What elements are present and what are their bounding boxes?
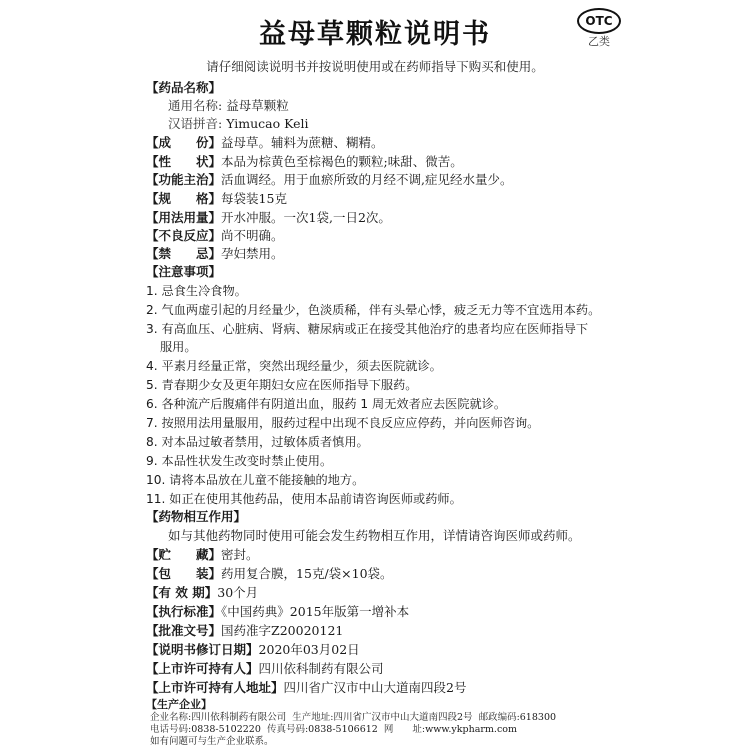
otc-class-label: 乙类 [588,35,610,48]
validity-row: 【有 效 期】30个月 [146,585,259,600]
precaution-item: 7. 按照用法用量服用，服药过程中出现不良反应应停药，并向医师咨询。 [146,416,540,430]
properties-row: 【性 状】本品为棕黄色至棕褐色的颗粒;味甜、微苦。 [146,154,463,169]
approval-label: 批准文号 [158,623,209,638]
page-title: 益母草颗粒说明书 [259,19,491,50]
standard-label: 执行标准 [158,604,209,619]
precaution-item: 5. 青春期少女及更年期妇女应在医师指导下服药。 [146,378,418,392]
package-row: 【包 装】药用复合膜，15克/袋×10袋。 [146,566,393,581]
website-value: www.ykpharm.com [425,724,518,735]
approval-value: 国药准字Z20020121 [221,623,344,638]
otc-badge: OTC [577,8,621,34]
manufacturer-heading: 【生产企业】 [146,698,212,711]
revision-label: 说明书修订日期 [158,642,247,657]
postcode-label: 邮政编码: [478,712,520,723]
precaution-item: 2. 气血两虚引起的月经量少，色淡质稀，伴有头晕心悸，疲乏无力等不宜选用本药。 [146,303,601,317]
adverse-row: 【不良反应】尚不明确。 [146,228,284,243]
specification-row: 【规 格】每袋装15克 [146,191,287,206]
interactions-value: 如与其他药物同时使用可能会发生药物相互作用，详情请咨询医师或药师。 [168,528,581,543]
standard-row: 【执行标准】《中国药典》2015年版第一增补本 [146,604,410,619]
storage-label: 贮 藏 [158,547,209,562]
specification-label: 规 格 [158,191,209,206]
interactions-label: 药物相互作用 [158,509,234,524]
generic-name-row [168,98,289,114]
contraindications-row: 【禁 忌】孕妇禁用。 [146,246,284,261]
validity-value: 30个月 [217,585,259,600]
generic-name-label: 通用名称: [168,98,223,113]
precaution-item: 4. 平素月经量正常，突然出现经量少，须去医院就诊。 [146,359,442,373]
company-name-label: 企业名称: [150,712,192,723]
validity-label: 有 效 期 [158,585,205,600]
postcode-value: 618300 [519,712,557,723]
ingredients-label: 成 份 [158,135,209,150]
ingredients-value: 益母草。辅料为蔗糖、糊精。 [221,135,384,150]
approval-row: 【批准文号】国药准字Z20020121 [146,623,344,638]
pinyin-row [168,116,309,132]
dosage-label: 用法用量 [158,210,209,225]
mah-value: 四川依科制药有限公司 [258,661,384,676]
indications-row: 【功能主治】活血调经。用于血瘀所致的月经不调,症见经水量少。 [146,172,513,187]
indications-label: 功能主治 [158,172,209,187]
package-value: 药用复合膜，15克/袋×10袋。 [221,566,393,581]
company-name-value: 四川依科制药有限公司 [191,712,287,723]
standard-value: 《中国药典》2015年版第一增补本 [221,604,410,619]
subtitle-notice: 请仔细阅读说明书并按说明使用或在药师指导下购买和使用。 [206,59,544,74]
mah-row: 【上市许可持有人】四川依科制药有限公司 [146,661,384,676]
drug-name-label: 药品名称 [158,80,209,95]
phone-label: 电话号码: [150,724,192,735]
section-drug-name: 【药品名称】 [146,80,222,95]
contraindications-value: 孕妇禁用。 [221,246,284,261]
precaution-item: 11. 如正在使用其他药品，使用本品前请咨询医师或药师。 [146,492,462,506]
indications-value: 活血调经。用于血瘀所致的月经不调,症见经水量少。 [221,172,513,187]
precaution-item: 9. 本品性状发生改变时禁止使用。 [146,454,333,468]
manufacturer-details-row-2 [150,724,517,735]
website-label: 网 址: [383,724,426,735]
contraindications-label: 禁 忌 [158,246,209,261]
ingredients-row: 【成 份】益母草。辅料为蔗糖、糊精。 [146,135,384,150]
phone-value: 0838-5102220 [191,724,261,735]
storage-row: 【贮 藏】密封。 [146,547,259,562]
mah-address-label: 上市许可持有人地址 [158,680,272,695]
adverse-label: 不良反应 [158,228,209,243]
dosage-value: 开水冲服。一次1袋,一日2次。 [221,210,391,225]
precaution-item: 10. 请将本品放在儿童不能接触的地方。 [146,473,365,487]
precaution-item-continuation: 服用。 [160,340,197,354]
precaution-item: 8. 对本品过敏者禁用，过敏体质者慎用。 [146,435,369,449]
mah-label: 上市许可持有人 [158,661,247,676]
manufacturer-details-row-1 [150,712,556,723]
fax-label: 传真号码: [266,724,309,735]
revision-row: 【说明书修订日期】2020年03月02日 [146,642,360,657]
properties-value: 本品为棕黄色至棕褐色的颗粒;味甜、微苦。 [221,154,463,169]
pinyin-value: Yimucao Keli [226,116,309,131]
precaution-item: 6. 各种流产后腹痛伴有阴道出血，服药 1 周无效者应去医院就诊。 [146,397,507,411]
manufacturer-label: 生产企业 [157,698,201,711]
precautions-label: 注意事项 [158,264,209,279]
storage-value: 密封。 [221,547,259,562]
mah-address-value: 四川省广汉市中山大道南四段2号 [283,680,467,695]
dosage-row: 【用法用量】开水冲服。一次1袋,一日2次。 [146,210,391,225]
properties-label: 性 状 [158,154,209,169]
precautions-heading: 【注意事项】 [146,264,222,279]
interactions-heading: 【药物相互作用】 [146,509,247,524]
precaution-item: 1. 忌食生冷食物。 [146,284,247,298]
fax-value: 0838-5106612 [308,724,378,735]
contact-footer: 如有问题可与生产企业联系。 [150,736,274,747]
mah-address-row: 【上市许可持有人地址】四川省广汉市中山大道南四段2号 [146,680,467,695]
production-address-label: 生产地址: [292,712,334,723]
generic-name-value: 益母草颗粒 [226,98,289,113]
adverse-value: 尚不明确。 [221,228,284,243]
production-address-value: 四川省广汉市中山大道南四段2号 [333,712,473,723]
package-label: 包 装 [158,566,209,581]
pinyin-label: 汉语拼音: [168,116,223,131]
revision-value: 2020年03月02日 [258,642,360,657]
specification-value: 每袋装15克 [221,191,287,206]
precaution-item: 3. 有高血压、心脏病、肾病、糖尿病或正在接受其他治疗的患者均应在医师指导下 [146,322,589,336]
